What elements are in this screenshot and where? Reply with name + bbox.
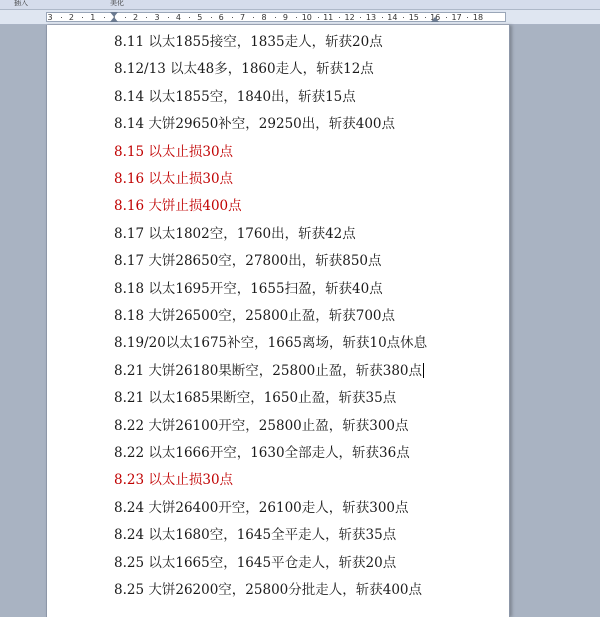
document-line[interactable]: [114, 61, 374, 77]
line-text: 8.22 以太1666开空，1630全部走人，斩获36点: [114, 445, 410, 461]
document-page[interactable]: [46, 25, 510, 617]
line-text: 8.14 大饼29650补空，29250出，斩获400点: [114, 116, 396, 133]
ruler-minor-tick: [382, 17, 383, 18]
line-text: 8.23 以太止损30点: [114, 472, 234, 489]
document-line[interactable]: [114, 116, 395, 132]
ruler-tick-label: 17: [451, 13, 462, 22]
ruler-minor-tick: [211, 17, 212, 18]
line-text: 8.21 以太1685果断空，1650止盈，斩获35点: [114, 390, 397, 407]
ruler-minor-tick: [403, 17, 404, 18]
ruler-tick-label: 1: [111, 13, 117, 22]
line-text: 8.24 大饼26400开空，26100走人，斩获300点: [114, 499, 409, 516]
line-text: 8.21 大饼26180果断空，25800止盈，斩获380点: [114, 362, 423, 379]
ruler-tick-label: 12: [344, 13, 355, 22]
document-line[interactable]: [114, 171, 233, 187]
document-line[interactable]: [114, 226, 356, 242]
document-line[interactable]: [114, 335, 427, 351]
ruler-tick-label: 6: [218, 13, 224, 22]
document-line[interactable]: [114, 527, 396, 543]
document-line[interactable]: [114, 472, 233, 488]
horizontal-ruler[interactable]: [0, 10, 600, 25]
document-line[interactable]: [114, 390, 396, 406]
ruler-tick-label: 5: [197, 13, 203, 22]
line-text: 8.12/13 以太48多，1860走人，斩获12点: [114, 61, 374, 78]
ruler-tick-label: 14: [387, 13, 398, 22]
ruler-tick-label: 13: [365, 13, 377, 22]
right-indent-marker[interactable]: [431, 17, 439, 22]
ruler-tick-label: 3: [154, 13, 160, 22]
menu-strip: [0, 0, 600, 10]
document-line[interactable]: [114, 363, 424, 379]
ruler-tick-label: 9: [282, 13, 288, 22]
ruler-tick-label: 7: [240, 13, 246, 22]
ruler-tick-label: 4: [175, 13, 181, 22]
line-text: 8.19/20以太1675补空，1665离场，斩获10点休息: [114, 335, 428, 352]
line-text: 8.25 大饼26200空，25800分批走人，斩获400点: [114, 582, 423, 598]
line-text: 8.24 以太1680空，1645全平走人，斩获35点: [114, 527, 397, 544]
ruler-tick-label: 18: [472, 13, 484, 22]
left-indent-marker[interactable]: [110, 17, 118, 22]
line-text: 8.18 以太1695开空，1655扫盈，斩获40点: [114, 280, 383, 297]
ruler-minor-tick: [318, 17, 319, 18]
document-line[interactable]: [114, 144, 233, 160]
ruler-tick-label: 11: [323, 13, 334, 22]
document-line[interactable]: [114, 500, 409, 516]
ruler-tick-label: 16: [430, 13, 441, 22]
ruler-minor-tick: [168, 17, 169, 18]
ruler-track: [46, 12, 506, 22]
document-line[interactable]: [114, 445, 410, 461]
ruler-minor-tick: [232, 17, 233, 18]
ruler-tick-label: 8: [261, 13, 267, 22]
document-line[interactable]: [114, 281, 383, 297]
ruler-minor-tick: [446, 17, 447, 18]
line-text: 8.18 大饼26500空，25800止盈，斩获700点: [114, 308, 396, 324]
line-text: 8.16 大饼止损400点: [114, 198, 242, 215]
line-text: 8.11 以太1855接空，1835走人，斩获20点: [114, 34, 383, 50]
ruler-minor-tick: [296, 17, 297, 18]
ruler-minor-tick: [61, 17, 62, 18]
ruler-tick-label: 2: [68, 13, 74, 22]
line-text: 8.25 以太1665空，1645平仓走人，斩获20点: [114, 554, 397, 571]
line-text: 8.17 以太1802空，1760出，斩获42点: [114, 225, 356, 242]
ruler-minor-tick: [104, 17, 105, 18]
document-line[interactable]: [114, 89, 356, 105]
menu-fragment-insert[interactable]: 插入: [14, 0, 28, 7]
document-line[interactable]: [114, 253, 382, 269]
document-line[interactable]: [114, 308, 395, 324]
document-line[interactable]: [114, 34, 383, 50]
ruler-minor-tick: [82, 17, 83, 18]
ruler-tick-label: 1: [90, 13, 96, 22]
line-text: 8.16 以太止损30点: [114, 171, 234, 187]
ruler-tick-label: 2: [133, 13, 139, 22]
document-line[interactable]: [114, 418, 409, 434]
ruler-minor-tick: [467, 17, 468, 18]
document-line[interactable]: [114, 582, 422, 598]
ruler-tick-label: 3: [47, 13, 53, 22]
ruler-minor-tick: [253, 17, 254, 18]
line-text: 8.22 大饼26100开空，25800止盈，斩获300点: [114, 417, 409, 434]
ruler-minor-tick: [339, 17, 340, 18]
document-line[interactable]: [114, 198, 242, 214]
ruler-minor-tick: [146, 17, 147, 18]
ruler-minor-tick: [360, 17, 361, 18]
line-text: 8.14 以太1855空，1840出，斩获15点: [114, 88, 356, 105]
menu-fragment-beautify[interactable]: 美化: [110, 0, 124, 7]
ruler-minor-tick: [189, 17, 190, 18]
document-line[interactable]: [114, 555, 396, 571]
ruler-minor-tick: [125, 17, 126, 18]
line-text: 8.17 大饼28650空，27800出，斩获850点: [114, 253, 382, 270]
ruler-minor-tick: [275, 17, 276, 18]
ruler-tick-label: 15: [408, 13, 419, 22]
text-caret: [423, 363, 424, 378]
ruler-minor-tick: [425, 17, 426, 18]
ruler-tick-label: 10: [301, 13, 312, 22]
line-text: 8.15 以太止损30点: [114, 143, 234, 160]
